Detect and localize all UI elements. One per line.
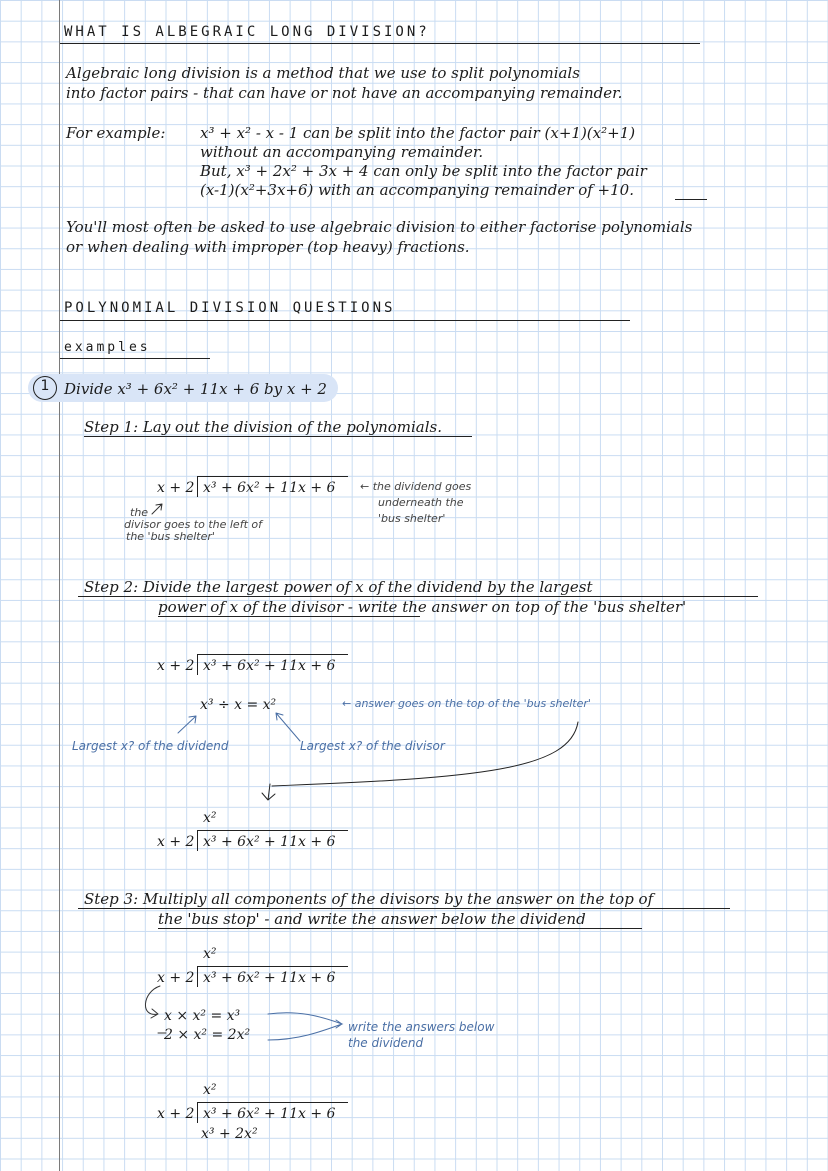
step3-calc-1: x × x² = x³ bbox=[164, 1008, 241, 1024]
loop-arrow-icon bbox=[145, 986, 160, 1018]
step1-note-dividend-2: underneath the bbox=[378, 496, 464, 509]
step3-result: x³ + 2x² bbox=[201, 1126, 258, 1142]
divisor-arrow-icon bbox=[152, 504, 162, 514]
page-title: WHAT IS ALBEGRAIC LONG DIVISION? bbox=[64, 24, 430, 40]
step2-calc: x³ ÷ x = x² bbox=[200, 697, 277, 713]
divisor-up-arrow-icon bbox=[276, 713, 300, 741]
usage-line-1: You'll most often be asked to use algebraic division to either factorise polynomials bbox=[66, 218, 693, 236]
step3-title-line-1: Step 3: Multiply all components of the divisors by the answer on the top of bbox=[84, 890, 654, 908]
step2-title-line-1: Step 2: Divide the largest power of x of the dividend by the largest bbox=[84, 578, 593, 596]
examples-heading: examples bbox=[64, 340, 151, 355]
example-line-2: without an accompanying remainder. bbox=[200, 143, 484, 161]
step3-dividend: x³ + 6x² + 11x + 6 bbox=[203, 970, 336, 986]
intro-line-2: into factor pairs - that can have or not have an accompanying remainder. bbox=[66, 84, 623, 102]
step2-note-answer: ← answer goes on the top of the 'bus shelter' bbox=[342, 697, 591, 710]
section-title: POLYNOMIAL DIVISION QUESTIONS bbox=[64, 300, 396, 316]
step3-quotient: x² bbox=[203, 946, 217, 962]
step2-note-left: Largest x? of the dividend bbox=[72, 739, 229, 753]
step2-note-right: Largest x? of the divisor bbox=[300, 739, 445, 753]
question-text: Divide x³ + 6x² + 11x + 6 by x + 2 bbox=[64, 380, 327, 398]
intro-line-1: Algebraic long division is a method that we use to split polynomials bbox=[66, 64, 580, 82]
step1-note-divisor-2: divisor goes to the left of bbox=[124, 518, 262, 531]
example-line-4: (x-1)(x²+3x+6) with an accompanying remainder of +10. bbox=[200, 181, 634, 199]
step2b-dividend: x³ + 6x² + 11x + 6 bbox=[203, 834, 336, 850]
right-arrow-icon bbox=[268, 1013, 342, 1040]
step3b-quotient: x² bbox=[203, 1082, 217, 1098]
step3-calc-2: 2 × x² = 2x² bbox=[164, 1027, 251, 1043]
step2-dividend: x³ + 6x² + 11x + 6 bbox=[203, 658, 336, 674]
curve-arrow-icon bbox=[272, 722, 578, 786]
step2-title-line-2: power of x of the divisor - write the answer on top of the 'bus shelter' bbox=[158, 598, 687, 616]
step2b-divisor: x + 2 bbox=[157, 834, 195, 850]
step3-divisor: x + 2 bbox=[157, 970, 195, 986]
example-line-3: But, x³ + 2x² + 3x + 4 can only be split into the factor pair bbox=[200, 162, 647, 180]
usage-line-2: or when dealing with improper (top heavy) fractions. bbox=[66, 238, 470, 256]
step1-note-dividend-1: ← the dividend goes bbox=[360, 480, 472, 493]
question-number: 1 bbox=[40, 378, 50, 394]
step3-title-line-2: the 'bus stop' - and write the answer below the dividend bbox=[158, 910, 586, 928]
step1-note-divisor-3: the 'bus shelter' bbox=[126, 530, 215, 543]
example-label: For example: bbox=[66, 124, 166, 142]
step1-title: Step 1: Lay out the division of the polynomials. bbox=[84, 418, 443, 436]
step1-divisor: x + 2 bbox=[157, 480, 195, 496]
step2-divisor: x + 2 bbox=[157, 658, 195, 674]
step1-note-dividend-3: 'bus shelter' bbox=[378, 512, 446, 525]
example-line-1: x³ + x² - x - 1 can be split into the factor pair (x+1)(x²+1) bbox=[200, 124, 636, 142]
step1-dividend: x³ + 6x² + 11x + 6 bbox=[203, 480, 336, 496]
step3-note-2: the dividend bbox=[348, 1036, 424, 1050]
step1-note-divisor-1: the bbox=[130, 506, 149, 519]
step3-note-1: write the answers below bbox=[348, 1020, 495, 1034]
step2-quotient: x² bbox=[203, 810, 217, 826]
dividend-up-arrow-icon bbox=[178, 716, 196, 733]
step3b-dividend: x³ + 6x² + 11x + 6 bbox=[203, 1106, 336, 1122]
step3b-divisor: x + 2 bbox=[157, 1106, 195, 1122]
